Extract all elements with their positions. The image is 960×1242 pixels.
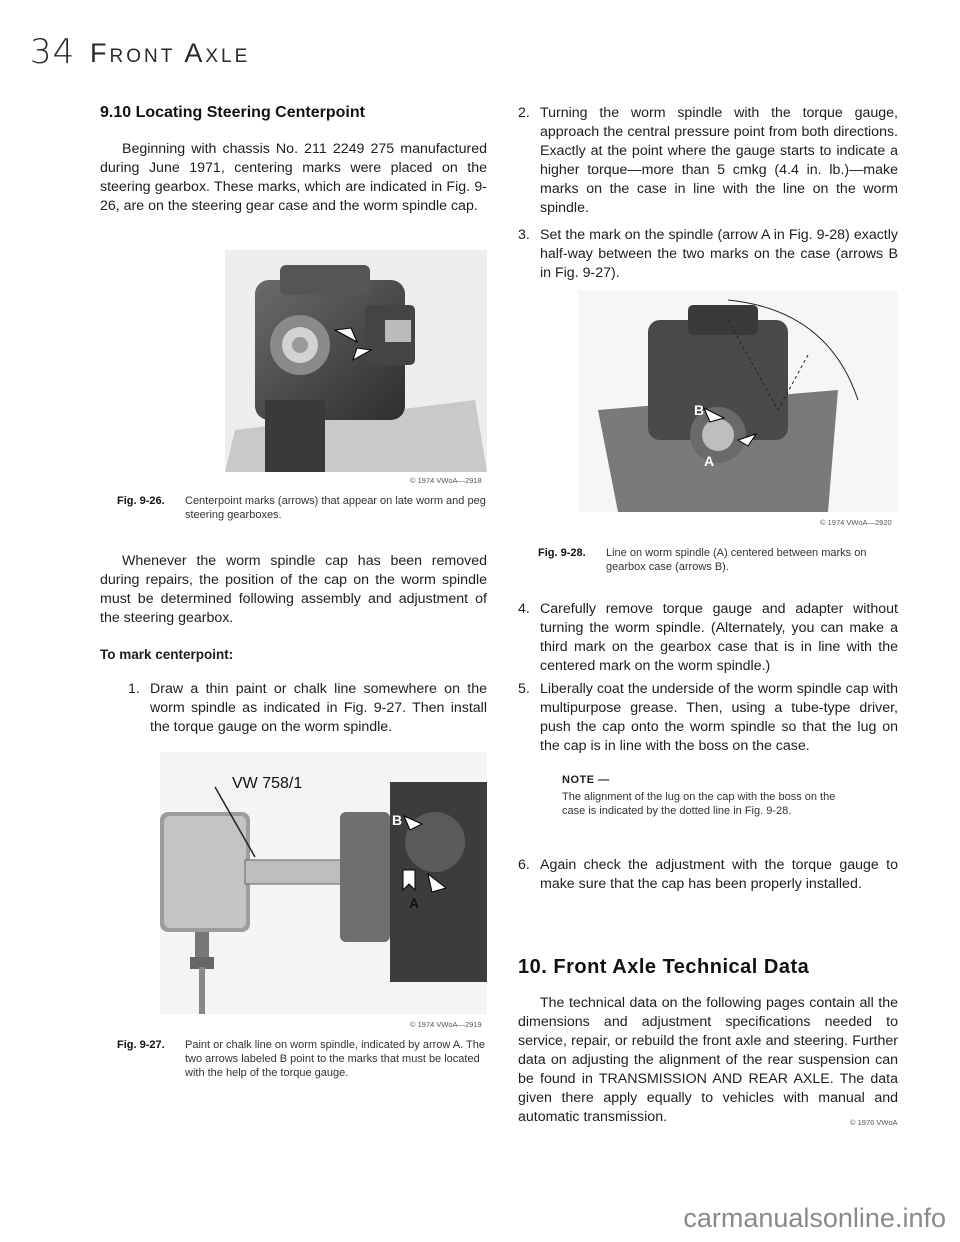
site-watermark: carmanualsonline.info (683, 1203, 946, 1233)
cap-removal-paragraph: Whenever the worm spindle cap has been removed during repairs, the position of the cap on the worm spindle must be determined following assembly and adjustment of the steering gearbox. (100, 553, 487, 626)
step-2-text: Turning the worm spindle with the torque gauge, approach the central pressure point from both directions. Exactly at the point where the gauge starts to indicate a higher torque—more than 5 cmkg (4.4 in. lb.)—make marks on the case in line with the line on the worm spindle. (540, 105, 898, 216)
step-1-text: Draw a thin paint or chalk line somewhere on the worm spindle as indicated in Fig. 9-27. Then install the torque gauge on the worm spindle. (150, 681, 487, 735)
fig28-callout-a: A (704, 453, 715, 469)
figure-9-27-credit: © 1974 VWoA—2919 (410, 1020, 482, 1029)
figure-9-27-caption (117, 1038, 489, 1080)
figure-9-28-caption-text: Line on worm spindle (A) centered between marks on gearbox case (arrows B). (606, 547, 867, 573)
procedure-heading: To mark centerpoint: (100, 647, 234, 662)
figure-9-26-caption-text: Centerpoint marks (arrows) that appear on late worm and peg steering gearboxes. (185, 495, 486, 521)
step-6 (518, 856, 898, 894)
step-1-number: 1. (128, 681, 140, 697)
figure-9-28-credit: © 1974 VWoA—2920 (820, 518, 892, 527)
figure-9-28-photo (578, 290, 898, 512)
step-5-number: 5. (518, 681, 530, 697)
figure-9-27-caption-text: Paint or chalk line on worm spindle, indicated by arrow A. The two arrows labeled B point to the marks that must be located with the help of the torque gauge. (185, 1039, 486, 1079)
intro-paragraph: Beginning with chassis No. 211 2249 275 manufactured during June 1971, centering marks were placed on the steering gearbox. These marks, which are indicated in Fig. 9-26, are on the steering gear case and the worm spindle cap. (100, 141, 487, 214)
step-3-text: Set the mark on the spindle (arrow A in Fig. 9-28) exactly half-way between the two marks on the case (arrows B in Fig. 9-27). (540, 227, 898, 281)
tool-label-vw-758-1: VW 758/1 (232, 775, 303, 792)
step-4-number: 4. (518, 601, 530, 617)
figure-9-27-label: Fig. 9-27. (117, 1039, 165, 1051)
running-header-title: Front Axle (90, 38, 251, 68)
step-4 (518, 600, 898, 676)
figure-9-26-credit: © 1974 VWoA—2918 (410, 476, 482, 485)
figure-9-27-photo (160, 752, 487, 1014)
section-heading-9-10: 9.10 Locating Steering Centerpoint (100, 104, 365, 121)
step-1 (128, 680, 487, 737)
step-6-number: 6. (518, 857, 530, 873)
section-heading-10: 10. Front Axle Technical Data (518, 956, 810, 978)
step-3-number: 3. (518, 227, 530, 243)
figure-9-28-label: Fig. 9-28. (538, 547, 586, 559)
step-5 (518, 680, 898, 756)
page-number: 34 (30, 32, 76, 72)
figure-9-28-caption (538, 546, 900, 574)
note-label: NOTE — (562, 774, 610, 786)
step-4-text: Carefully remove torque gauge and adapter without turning the worm spindle. (Alternately, you can make a third mark on the gearbox case that is in line with the centered mark on the worm spindle.) (540, 601, 898, 674)
fig27-callout-a: A (409, 895, 420, 911)
step-5-text: Liberally coat the underside of the worm spindle cap with multipurpose grease. Then, using a tube-type driver, push the cap onto the worm spindle so that the lug on the cap is in line with the boss on the case. (540, 681, 898, 754)
figure-9-26-label: Fig. 9-26. (117, 495, 165, 507)
steering-gearbox-illustration (225, 250, 487, 472)
fig28-callout-b: B (694, 402, 705, 418)
step-6-text: Again check the adjustment with the torque gauge to make sure that the cap has been properly installed. (540, 857, 898, 892)
step-2-number: 2. (518, 105, 530, 121)
figure-9-26-caption (117, 494, 487, 522)
step-2 (518, 104, 898, 218)
section-10-credit: © 1976 VWoA (850, 1118, 898, 1127)
step-3 (518, 226, 898, 283)
figure-9-26-photo (225, 250, 487, 472)
technical-data-paragraph: The technical data on the following pages contain all the dimensions and adjustment specifications needed to service, repair, or rebuild the front axle and steering. Further data on adjusting the alignment of the rear suspension can be found in TRANSMISSION AND REAR AXLE. The data given there apply equally to vehicles with manual and automatic transmission. (518, 995, 898, 1125)
centered-spindle-illustration (578, 290, 898, 512)
note-text: The alignment of the lug on the cap with the boss on the case is indicated by the dotted line in Fig. 9-28. (562, 791, 836, 817)
torque-gauge-illustration (160, 752, 487, 1014)
fig27-callout-b: B (392, 812, 403, 828)
